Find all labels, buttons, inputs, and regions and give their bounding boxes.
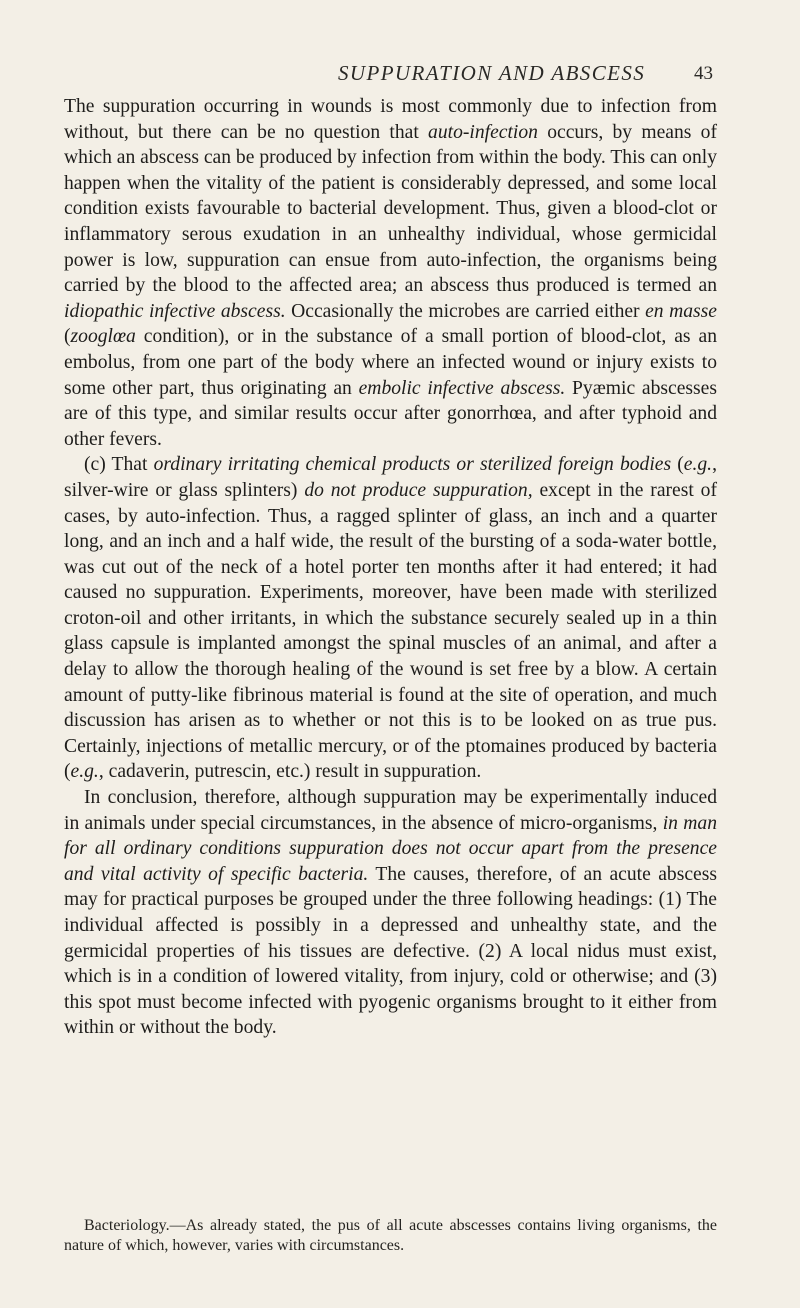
text-run: (c) That (84, 454, 154, 476)
text-run: condition), or in the substance of a small portion of blood-clot, as an embolus, from one part of the body where an infected wound or injury exists to some other part, thus originating an (64, 326, 717, 399)
italic-text: embolic infective abscess. (358, 377, 566, 399)
text-run: The causes, therefore, of an acute abscess may for practical purposes be grouped under the three following headings: (1) The individual affected is possibly in a depressed and unhealthy state, and the germicidal properties of his tissues are defective. (2) A local nidus must exist, which is in a condition of lowered vitality, from injury, cold or otherwise; and (3) this spot must become infected with pyogenic organisms brought to it either from within or without the body. (64, 863, 717, 1039)
text-run: Occasionally the microbes are carried either (285, 300, 646, 322)
text-run: ( (671, 454, 684, 476)
paragraph-auto-infection (64, 94, 717, 452)
text-run: In conclusion, therefore, although suppuration may be experimentally induced in animals under special circumstances, in the absence of micro-organisms, (64, 787, 717, 834)
page-number: 43 (694, 63, 713, 84)
text-run: ( (64, 326, 71, 348)
italic-text: auto-infection (428, 121, 538, 143)
running-title: SUPPURATION AND ABSCESS (338, 61, 646, 85)
text-run: The suppuration occurring in wounds is most commonly due to infection from without, but there can be no question that (64, 96, 717, 143)
paragraph-conclusion (64, 785, 717, 1041)
page-header (0, 61, 800, 91)
text-run: Bacteriology.—As already stated, the pus of all acute abscesses contains living organisms, the nature of which, however, varies with circumstances. (64, 1217, 717, 1254)
bacteriology-section (64, 1216, 717, 1256)
italic-text: e.g. (70, 761, 99, 783)
text-run: , cadaverin, putrescin, etc.) result in suppuration. (98, 761, 482, 783)
text-run: except in the rarest of cases, by auto-infection. Thus, a ragged splinter of glass, an inch and a quarter long, and an inch and a half wide, the result of the bursting of a soda-water bottle, was cut out of the neck of a hotel porter ten months after it had entered; it had caused no suppuration. Experiments, moreover, have been made with sterilized croton-oil and other irritants, in which the substance securely sealed up in a thin glass capsule is implanted amongst the spinal muscles of an animal, and after a delay to allow the thorough healing of the wound is set free by a blow. A certain amount of putty-like fibrinous material is found at the site of operation, and much discussion has arisen as to whether or not this is to be looked on as true pus. Certainly, injections of metallic mercury, or of the ptomaines produced by bacteria ( (64, 479, 717, 783)
text-run: Pyæmic abscesses are of this type, and similar results occur after gonorrhœa, and after typhoid and other fevers. (64, 377, 717, 450)
body-text (64, 94, 717, 1041)
paragraph-sterilized-bodies (64, 452, 717, 785)
italic-text: e.g. (683, 454, 713, 476)
text-run: occurs, by means of which an abscess can be produced by infection from within the body. This can only happen when the vitality of the patient is considerably depressed, and some local condition exists favourable to bacterial development. Thus, given a blood-clot or inflammatory serous exudation in an unhealthy individual, whose germicidal power is low, suppuration can ensue from auto-infection, the organisms being carried by the blood to the affected area; an abscess thus produced is termed an (64, 121, 717, 297)
italic-text: idiopathic infective abscess. (64, 300, 286, 322)
italic-text: zooglœa (70, 326, 136, 348)
italic-text: in man for all ordinary conditions suppuration does not occur apart from the presence and vital activity of specific bacteria. (64, 812, 717, 885)
italic-text: ordinary irritating chemical products or sterilized foreign bodies (153, 454, 672, 476)
text-run: , silver-wire or glass splinters) (64, 454, 717, 501)
italic-text: do not produce suppuration, (304, 479, 533, 501)
italic-text: en masse (645, 300, 717, 322)
